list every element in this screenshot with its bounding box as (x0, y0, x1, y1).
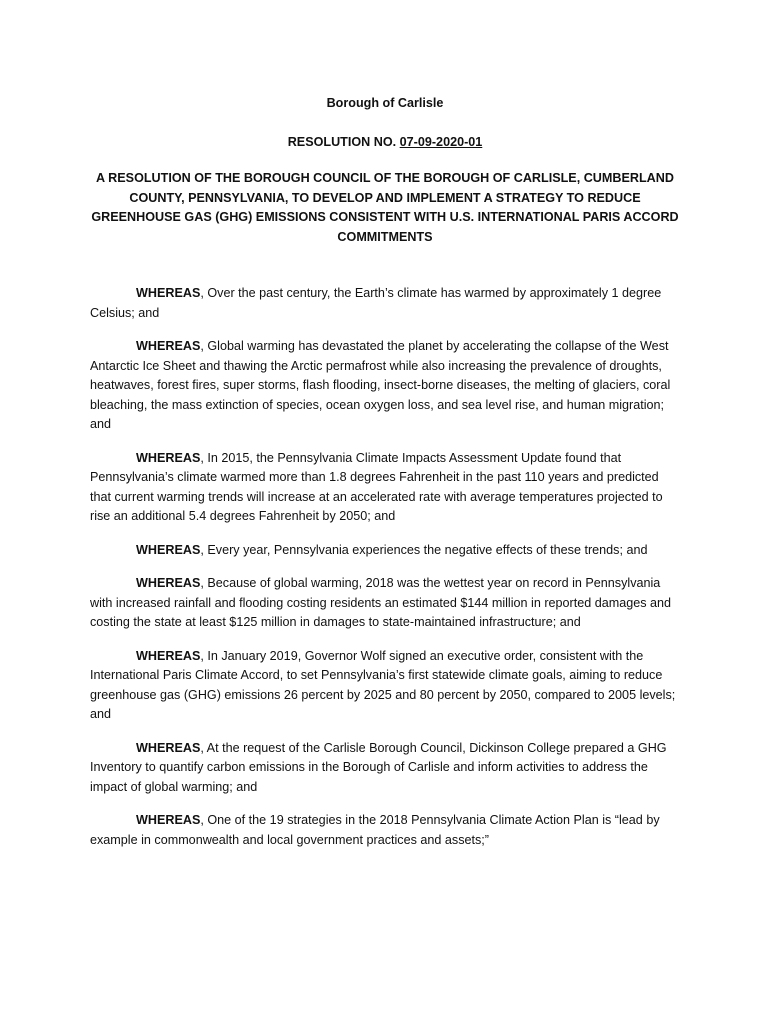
whereas-clause (90, 574, 680, 633)
whereas-clause (90, 449, 680, 527)
resolution-number-heading (90, 133, 680, 153)
clause-keyword: WHEREAS (136, 339, 201, 353)
clause-text: , In January 2019, Governor Wolf signed an executive order, consistent with the International Paris Climate Accord, to set Pennsylvania’s first statewide climate goals, aiming to reduce greenhouse gas (GHG) emissions 26 percent by 2025 and 80 percent by 2050, compared to 2005 levels; and (90, 648, 676, 721)
whereas-clause (90, 739, 680, 798)
whereas-clause (90, 284, 680, 323)
municipality-heading: Borough of Carlisle (326, 96, 444, 110)
whereas-clause (90, 647, 680, 725)
clause-text: , In 2015, the Pennsylvania Climate Impacts Assessment Update found that Pennsylvania’s climate warmed more than 1.8 degrees Fahrenheit in the past 110 years and predicted that current warming trends will increase at an accelerated rate with average temperatures projected to rise an additional 5.4 degrees Fahrenheit by 2050; and (90, 450, 663, 523)
whereas-clause (90, 811, 680, 850)
clause-keyword: WHEREAS (136, 813, 201, 827)
clause-keyword: WHEREAS (136, 648, 201, 663)
resolution-number: 07-09-2020-01 (399, 135, 483, 149)
clause-text: , Global warming has devastated the planet by accelerating the collapse of the West Antarctic Ice Sheet and thawing the Arctic permafrost while also increasing the prevalence of droughts, heatwaves, forest fires, super storms, flash flooding, insect-borne diseases, the melting of glaciers, coral bleaching, the mass extinction of species, ocean oxygen loss, and sea level rise, and human migration; and (90, 339, 671, 431)
resolution-title: A RESOLUTION OF THE BOROUGH COUNCIL OF THE BOROUGH OF CARLISLE, CUMBERLAND COUNTY, PENNSYLVANIA, TO DEVELOP AND IMPLEMENT A STRATEGY TO REDUCE GREENHOUSE GAS (GHG) EMISSIONS CONSISTENT WITH U.S. INTERNATIONAL PARIS ACCORD COMMITMENTS (91, 171, 679, 244)
clause-keyword: WHEREAS (136, 286, 201, 300)
clause-keyword: WHEREAS (136, 542, 201, 557)
whereas-clause (90, 541, 680, 561)
resolution-label: RESOLUTION NO. (287, 135, 400, 149)
clause-keyword: WHEREAS (136, 576, 201, 590)
whereas-clause (90, 337, 680, 435)
clause-keyword: WHEREAS (136, 740, 201, 755)
clause-text: , Every year, Pennsylvania experiences the negative effects of these trends; and (200, 542, 648, 557)
clause-text: , One of the 19 strategies in the 2018 Pennsylvania Climate Action Plan is “lead by example in commonwealth and local government practices and assets;” (90, 813, 660, 847)
clause-keyword: WHEREAS (136, 450, 201, 465)
clause-text: , Because of global warming, 2018 was the wettest year on record in Pennsylvania with increased rainfall and flooding costing residents an estimated $144 million in reported damages and costing the state at least $125 million in damages to state-maintained infrastructure; and (90, 576, 672, 629)
clause-text: , At the request of the Carlisle Borough Council, Dickinson College prepared a GHG Inventory to quantify carbon emissions in the Borough of Carlisle and inform activities to address the impact of global warming; and (90, 740, 667, 794)
clause-text: , Over the past century, the Earth’s climate has warmed by approximately 1 degree Celsius; and (90, 286, 662, 320)
resolution-body (90, 284, 680, 864)
